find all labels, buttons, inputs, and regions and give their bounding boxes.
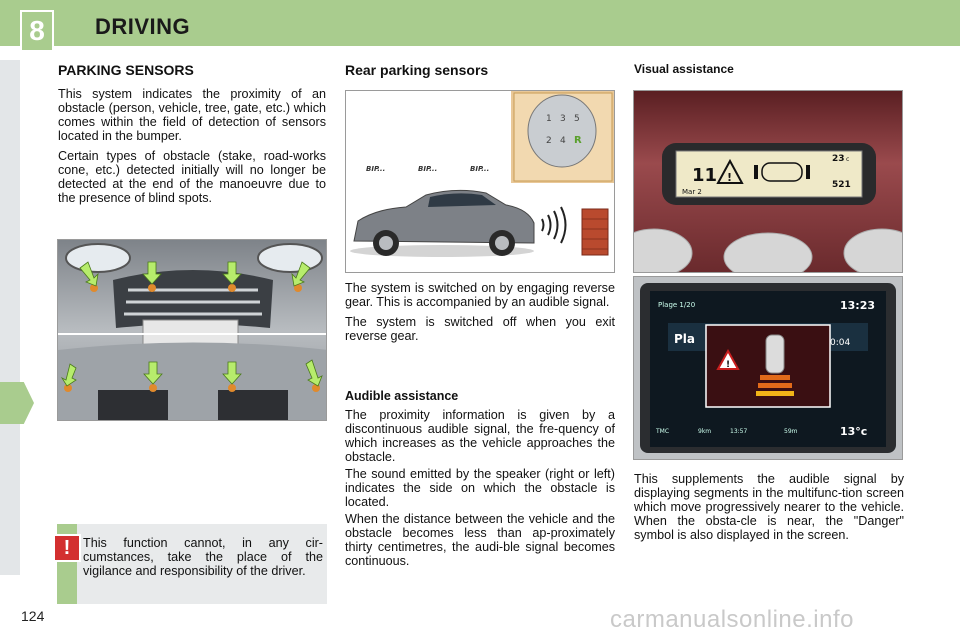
screen-status-b: 13:57 xyxy=(730,428,748,435)
chapter-number-badge xyxy=(20,10,54,52)
screen-mid-left: Pla xyxy=(674,332,696,346)
chapter-side-tab xyxy=(0,382,34,424)
svg-text:!: ! xyxy=(727,171,733,184)
gear-label: R xyxy=(574,135,582,146)
gear-label: 5 xyxy=(574,114,580,124)
warning-icon: ! xyxy=(53,534,81,562)
multifunction-screen-photo xyxy=(633,276,903,460)
chapter-number: 8 xyxy=(29,15,45,46)
visual-assistance-text: This supplements the audible signal by displaying segments in the multifunc-tion screen which move progressively nearer to the vehicle. When the obsta-cle is near, the "Danger" symbol is also displayed in the screen. xyxy=(634,472,904,542)
rear-sensors-illustration xyxy=(345,90,615,273)
paragraph: Certain types of obstacle (stake, road-works cone, etc.) detected initially will no longer be detected at the end of the manoeuvre due to the presence of blind spots. xyxy=(58,149,326,205)
screen-status-c: 59m xyxy=(784,428,798,435)
intro-text xyxy=(58,87,326,211)
svg-text:!: ! xyxy=(726,360,731,370)
display-date: Mar 2 xyxy=(682,188,702,196)
subsection-title: Visual assistance xyxy=(634,62,734,76)
display-time: 11 xyxy=(692,165,718,186)
watermark: carmanualsonline.info xyxy=(610,606,854,633)
dashboard-display-photo xyxy=(633,90,903,273)
bumper-sensors-photo xyxy=(57,239,327,421)
beep-label: BIP... xyxy=(366,165,386,173)
paragraph: The sound emitted by the speaker (right or left) indicates the side on which the obstacle is located. xyxy=(345,467,615,509)
paragraph: The system is switched on by engaging reverse gear. This is accompanied by an audible signal. xyxy=(345,281,615,309)
gear-label: 3 xyxy=(560,114,566,124)
paragraph: The proximity information is given by a discontinuous audible signal, the fre-quency of which increases as the vehicle approaches the obstacle. xyxy=(345,408,615,464)
audible-text xyxy=(345,408,615,574)
beep-label: BIP... xyxy=(418,165,438,173)
gear-label: 4 xyxy=(560,136,566,146)
chapter-title: DRIVING xyxy=(95,14,191,39)
screen-status-left: TMC xyxy=(656,428,670,435)
subsection-title: Audible assistance xyxy=(345,389,459,403)
screen-clock: 13:23 xyxy=(840,299,876,312)
paragraph: When the distance between the vehicle and the obstacle becomes less than ap-proximately thirty centimetres, the audi-ble signal becomes continuous. xyxy=(345,512,615,568)
display-temp-unit: c xyxy=(846,156,850,163)
page-number: 124 xyxy=(21,608,45,624)
beep-label: BIP... xyxy=(470,165,490,173)
display-number: 521 xyxy=(832,180,851,190)
section-title: PARKING SENSORS xyxy=(58,62,194,78)
side-band xyxy=(0,60,20,575)
warning-text: This function cannot, in any cir-cumstances, take the place of the vigilance and responsibility of the driver. xyxy=(83,536,323,578)
paragraph: The system is switched off when you exit reverse gear. xyxy=(345,315,615,343)
display-temp: 23 xyxy=(832,154,845,164)
screen-mid-right: 0:04 xyxy=(830,338,851,348)
screen-temp: 13°c xyxy=(840,425,868,438)
gear-label: 2 xyxy=(546,136,552,146)
gear-label: 1 xyxy=(546,114,552,124)
screen-header: Plage 1/20 xyxy=(658,301,696,309)
paragraph: This system indicates the proximity of an obstacle (person, vehicle, tree, gate, etc.) which comes within the field of detection of sensors located in the bumper. xyxy=(58,87,326,143)
switch-text xyxy=(345,281,615,349)
section-title: Rear parking sensors xyxy=(345,62,489,78)
screen-status-a: 9km xyxy=(698,428,712,435)
